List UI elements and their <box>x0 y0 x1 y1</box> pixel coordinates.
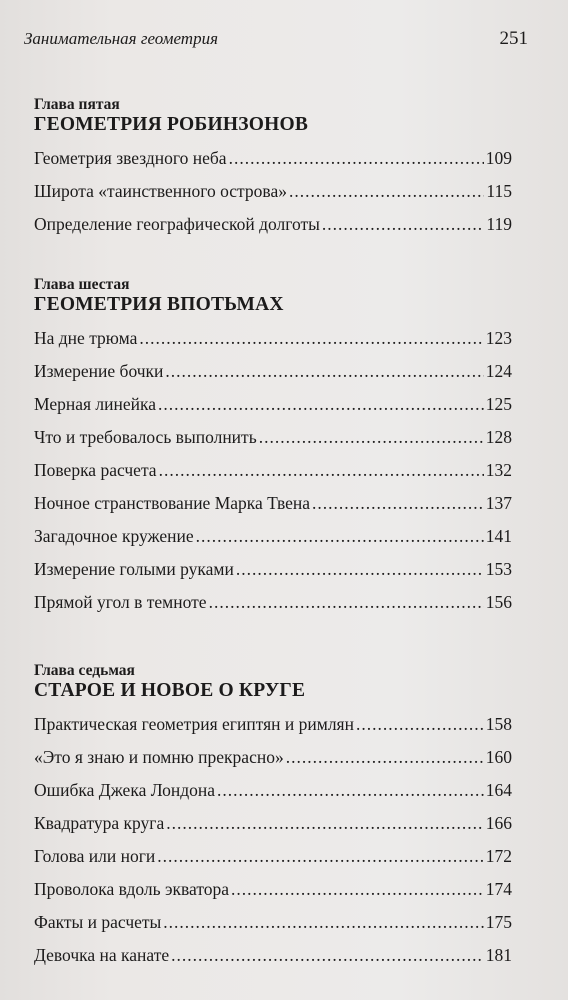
toc-entry <box>34 592 512 625</box>
toc-entry-page: 123 <box>485 328 512 348</box>
toc-entry-page: 175 <box>485 912 512 932</box>
chapter-label: Глава шестая <box>34 276 130 293</box>
toc-entry-title: Измерение бочки <box>34 361 164 381</box>
toc-dot-leader <box>356 714 484 735</box>
toc-entry-page: 141 <box>485 526 512 546</box>
toc-entry-title: «Это я знаю и помню прекрасно» <box>34 747 284 767</box>
toc-entry-title: Измерение голыми руками <box>34 559 234 579</box>
toc-entry-page: 166 <box>485 813 512 833</box>
toc-entry-page: 125 <box>485 394 512 414</box>
toc-entry-title: Что и требовалось выполнить <box>34 427 257 447</box>
toc-entry-title: Ошибка Джека Лондона <box>34 780 216 800</box>
toc-dot-leader <box>259 427 484 448</box>
running-head <box>24 28 528 50</box>
toc-dot-leader <box>209 592 484 613</box>
toc-dot-leader <box>158 394 484 415</box>
toc-entry <box>34 780 512 813</box>
toc-entry <box>34 148 512 181</box>
chapter-label: Глава пятая <box>34 96 120 113</box>
toc-entry <box>34 813 512 846</box>
chapter-7 <box>34 662 512 978</box>
toc-entry-page: 172 <box>485 846 512 866</box>
toc-entry-title: На дне трюма <box>34 328 138 348</box>
toc-entry-page: 128 <box>485 427 512 447</box>
toc-entry <box>34 879 512 912</box>
toc-entry <box>34 361 512 394</box>
toc-dot-leader <box>322 214 484 235</box>
toc-dot-leader <box>165 361 483 382</box>
toc-entry <box>34 427 512 460</box>
toc-entry-title: Голова или ноги <box>34 846 156 866</box>
toc-entry-page: 181 <box>485 945 512 965</box>
toc-entry-page: 164 <box>485 780 512 800</box>
toc-entry-title: Факты и расчеты <box>34 912 162 932</box>
toc-entry-page: 174 <box>485 879 512 899</box>
toc-entry-title: Поверка расчета <box>34 460 157 480</box>
toc-entry-title: Практическая геометрия египтян и римлян <box>34 714 354 734</box>
toc-entry-title: Прямой угол в темноте <box>34 592 207 612</box>
toc-entry-page: 109 <box>485 148 512 168</box>
toc-entry <box>34 328 512 361</box>
toc-entry <box>34 747 512 780</box>
toc-entry-page: 153 <box>485 559 512 579</box>
toc-entry <box>34 559 512 592</box>
toc-dot-leader <box>286 747 484 768</box>
toc-entry-page: 156 <box>485 592 512 612</box>
running-title: Занимательная геометрия <box>24 29 218 48</box>
toc-dot-leader <box>217 780 484 801</box>
toc-dot-leader <box>157 846 483 867</box>
toc-entry-page: 124 <box>485 361 512 381</box>
toc-entry <box>34 394 512 427</box>
toc-entry-page: 119 <box>486 214 512 234</box>
toc-entry-page: 137 <box>485 493 512 513</box>
toc-entry <box>34 493 512 526</box>
toc-dot-leader <box>159 460 484 481</box>
toc-entry <box>34 714 512 747</box>
toc-dot-leader <box>166 813 484 834</box>
toc-entry-title: Девочка на канате <box>34 945 170 965</box>
toc-entry-page: 158 <box>485 714 512 734</box>
toc-entry-title: Квадратура круга <box>34 813 165 833</box>
toc-entry-page: 132 <box>485 460 512 480</box>
chapter-title: ГЕОМЕТРИЯ ВПОТЬМАХ <box>34 294 284 315</box>
toc-entry <box>34 460 512 493</box>
toc-dot-leader <box>231 879 484 900</box>
toc-dot-leader <box>171 945 484 966</box>
toc-entry-title: Широта «таинственного острова» <box>34 181 287 201</box>
chapter-6 <box>34 276 512 625</box>
toc-entry-page: 160 <box>485 747 512 767</box>
chapter-5 <box>34 96 512 247</box>
chapter-title: ГЕОМЕТРИЯ РОБИНЗОНОВ <box>34 114 309 135</box>
toc-dot-leader <box>312 493 484 514</box>
toc-entry-title: Проволока вдоль экватора <box>34 879 230 899</box>
toc-entry-title: Геометрия звездного неба <box>34 148 227 168</box>
toc-dot-leader <box>289 181 484 202</box>
toc-dot-leader <box>196 526 484 547</box>
toc-entry <box>34 214 512 247</box>
toc-entry-page: 115 <box>486 181 512 201</box>
toc-entry-title: Ночное странствование Марка Твена <box>34 493 311 513</box>
toc-entry-title: Мерная линейка <box>34 394 157 414</box>
page-number: 251 <box>499 28 528 49</box>
toc-entry <box>34 181 512 214</box>
toc-dot-leader <box>139 328 483 349</box>
toc-entry-title: Определение географической долготы <box>34 214 320 234</box>
toc-entry <box>34 945 512 978</box>
toc-dot-leader <box>163 912 483 933</box>
toc-entry <box>34 912 512 945</box>
chapter-title: СТАРОЕ И НОВОЕ О КРУГЕ <box>34 680 306 701</box>
toc-entry-title: Загадочное кружение <box>34 526 194 546</box>
chapter-label: Глава седьмая <box>34 662 135 679</box>
toc-dot-leader <box>236 559 484 580</box>
toc-entry <box>34 846 512 879</box>
toc-entry <box>34 526 512 559</box>
toc-dot-leader <box>229 148 484 169</box>
